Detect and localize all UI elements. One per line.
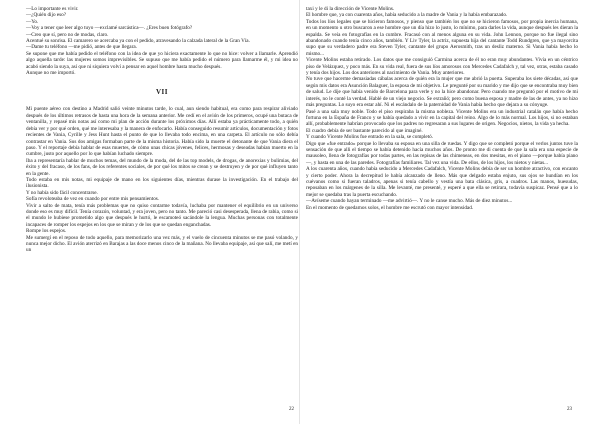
paragraph: Aunque no me importó. xyxy=(26,70,76,77)
paragraph: —¿Quién dijo eso? xyxy=(26,12,67,19)
paragraph: Sofía revoloteaba de vez en cuando por entre mis pensamientos. xyxy=(26,196,160,203)
paragraph: —Yo. xyxy=(26,18,39,25)
paragraph: Y no había sido fácil concentrarse. xyxy=(26,189,98,196)
right-page-text xyxy=(306,6,578,211)
paragraph: Vivir a salto de mata, tenía más problemas que no quiso contarme todavía, luchaba por mantener el equilibrio en un universo donde eso es muy difícil. Tenía corazón, voluntad, y era joven, pero no tanto. Me pareció casi desesperada, llena de rabia, como si el mundo le hubiese prometido algo que después le hurtó, le escamoteó sacándole la lengua. Muchas personas con totalmente incapaces de romper los espejos en los que se miran y de los que se quedan enganchadas. xyxy=(26,202,298,228)
paragraph: Iba a representaría hablar de muchos temas, del mundo de la moda, del de las top models, de drogas, de anorexias y bulimias, del éxito y del fracaso, de los fans, de los referentes sociales, de por qué los mitos se crean y se destruyen y de por qué influyen tanto en la gente. xyxy=(26,157,298,177)
book-gutter xyxy=(299,0,300,424)
paragraph: Acentué su sonrisa. El camarero se acercaba ya con el pedido, atravesando la calzada lateral de la Gran Vía. xyxy=(26,38,250,45)
paragraph: El cuadro debía de ser bastante parecido al que imaginé. xyxy=(306,127,423,134)
paragraph: A los cuarenta años, cuando había seducido a Mercedes Cadafalch, Vicente Molins debía de ser un hombre atractivo, con encanto y cierto poder. Ahora la decrepitud le había alcanzado de lleno. Más que delgado estaba enjuto, sus ojos se hundían en los cuévanos como si fueran taladros, apenas si tenía cabello y vestía una bata clásica, gris, a cuadros. Las manos, huesudas, reposaban en los márgenes de la silla. Me levanté, me presenté, y esperé a que ella se retirara, todavía suspicaz. Pensé que a lo mejor se quedaba tras la puerta escuchando. xyxy=(306,166,578,198)
paragraph: —Dame tu teléfono —me pidió, antes de que llegara. xyxy=(26,44,137,51)
paragraph: Se supone que me había pedido el teléfono con la idea de que yo hiciera exactamente lo que no hice: volver a llamarle. Aprendió algo aquella tarde: las mujeres somos imprevisibles. Se supuso que me había pedido el número para llamarme él, y mi idea no acabó siendo la suya, así que ni siquiera volví a pensar en aquel hombre hasta mucho después. xyxy=(26,50,298,70)
chapter-heading: VII xyxy=(155,88,168,97)
page-number: 22 xyxy=(289,407,294,412)
paragraph: —Lo importante es vivir. xyxy=(26,6,79,12)
paragraph: No tuve que hacerme demasiadas cábalas acerca de quién era la mujer que me abrió la puerta. Superaba los siete décadas, así que según mis datos era Asunción Balaguer, la esposa de mi objetivo. Le pregunté por su marido y me dijo que se encontraba muy bien de salud. Le dije que había venido de Barcelona para verle y no la hice abandonar. Pero cuando me preguntó por el motivo de mi interés, no le conté la verdad. Hablé de un viejo negocio. Se extrañó; pero como buena esposa y madre de las de antes, ya no hizo más preguntas. Lo suyo era estar ahí. Ni el escándalo de la paternidad de Vania había hecho que dejara a su cónyuge. xyxy=(306,76,578,109)
paragraph: Vicente Molins estaba retirado. Los datos que me consiguió Carmina acerca de él no eran muy abundantes. Vivía en un céntrico piso de Velázquez, y poco más. En su vida real, fuera de sus líos amorosos con Mercedes Cadafalch y, tal vez, otras, estaba casado y tenía dos hijos. Los dos anteriores al nacimiento de Vania. Muy anteriores. xyxy=(306,57,578,77)
right-page xyxy=(306,6,578,418)
left-page xyxy=(26,6,298,418)
paragraph: Todo estaba en mis notas, mi equipaje de mano en los siguientes días, mientras durase la investigación. En el trabajo del ilusionista. xyxy=(26,176,298,190)
paragraph: —Avíseme cuando hayan terminado —me advirtió—. Y no le canse mucho. Más de diez minutos... xyxy=(306,198,513,205)
left-page-chapter-text xyxy=(26,106,298,253)
paragraph: Me sumergí en el reposo de todo aquello, para memorizarlo una vez más, y el vuelo de cincuenta minutos se me pasó volando, y nunca mejor dicho. El avión aterrizó en Barajas a las doce menos cinco de la mañana. No llevaba equipaje, así que salí, me metí en un xyxy=(26,234,298,254)
paragraph: —Creo que sí, pero no de modas, claro. xyxy=(26,31,109,38)
page-number: 23 xyxy=(567,407,572,412)
left-page-top-text xyxy=(26,6,298,76)
paragraph: En el momento de quedarnos solos, el hombre me escrutó con mayor intensidad. xyxy=(306,204,474,211)
paragraph: Y cuando Vicente Molins fue entrado en la sala, se completó. xyxy=(306,134,434,141)
paragraph: —Voy a tener que leer algo tuyo —exclamé sarcástica—. ¿Eres buen fotógrafo? xyxy=(26,25,193,32)
paragraph: Mi puente aéreo con destino a Madrid salió veinte minutos tarde, lo cual, aun siendo habitual, era como para respirar aliviado después de los últimos retrasos de hasta una hora de la semana anterior. Me cedí en el avión de los primeros, ocupé una butaca de ventanilla, y repasé mis notas así como mi plan de acción durante los próximos días. Allí estaba ya prácticamente todo, a quién debía ver y por qué orden, qué me interesaba y la manera de enfocarlo. Había conseguido resumir artículos, documentación y fotos recientes de Vania, Cyrille y Jess Hunt hasta el punto de que lo llevaba todo encima, en una carpeta. El artículo no sólo debía contrastar en Vania. Sus dos amigas formaban parte de la misma historia. Había sido la muerte el detonante de que Vania diera el paso. Y el reportaje debía hablar de esas muertes, de cómo unas chicas jóvenes, felices, hermosas y deseadas habían muerto en la cumbre, justo por aquello por lo que habían luchado siempre. xyxy=(26,106,298,158)
paragraph: Rompe los espejos. xyxy=(26,228,67,235)
paragraph: Digo que «fue entrado» porque lo llevaba su esposa en una silla de ruedas. Y digo que se completó porque el verlos juntos tuve la sensación de que alli el tiempo se había detenido hacía muchos años. De pronto me di cuenta de que la sala era una especie de mausoleo, llena de fotografías por todas partes, en las repisas de las chimeneas, en dos mesitas, en el piano —porque había piano—, y hasta en una de las paredes. Fotografías familiares. Tal vez una vida. De ellos, de los hijos, los nietos y nietas... xyxy=(306,140,578,166)
paragraph: Todos los líos legales que se hicieron famosos, y pienso que también los que no se hicieron famosos, por propia inercia humana, en un momento u otro buscaron a ese hombre que un día hizo lo justo, lo mínimo, para darles la vida, aunque después les dieran la espalda. Se veía en fotografías en la cumbre. Fracasó con al menos alguna en su vida. John Lennon, porque no fue ilegal sino abandonado cuando tenía cinco años, también. Y Liv Tyler, la actriz, supuesta hija del cantante Todd Rundgren, que ya mayorcita supo que su verdadero padre era Steven Tyler, cantante del grupo Aerosmith, tras un desliz materno. Si Vania había hecho lo mismo... xyxy=(306,18,578,57)
paragraph: taxi y le di la dirección de Vicente Molins. xyxy=(306,6,395,12)
paragraph: El hombre que, ya con cuarenta años, había seducido a la madre de Vania y la había embarazado. xyxy=(306,12,508,19)
paragraph: Pasé a una sala muy noble. Todo el piso respiraba la misma nobleza. Vicente Molins era un industrial catalán que había hecho fortuna en la España de Franco y se había quedado a vivir en la capital del reino. Algo de lo más normal. Los hijos, si no estaban allí, probablemente habrían provocado que los padres no regresaran a sus lugares de origen. Negocios, nietos, la vida ya hecha. xyxy=(306,108,578,128)
